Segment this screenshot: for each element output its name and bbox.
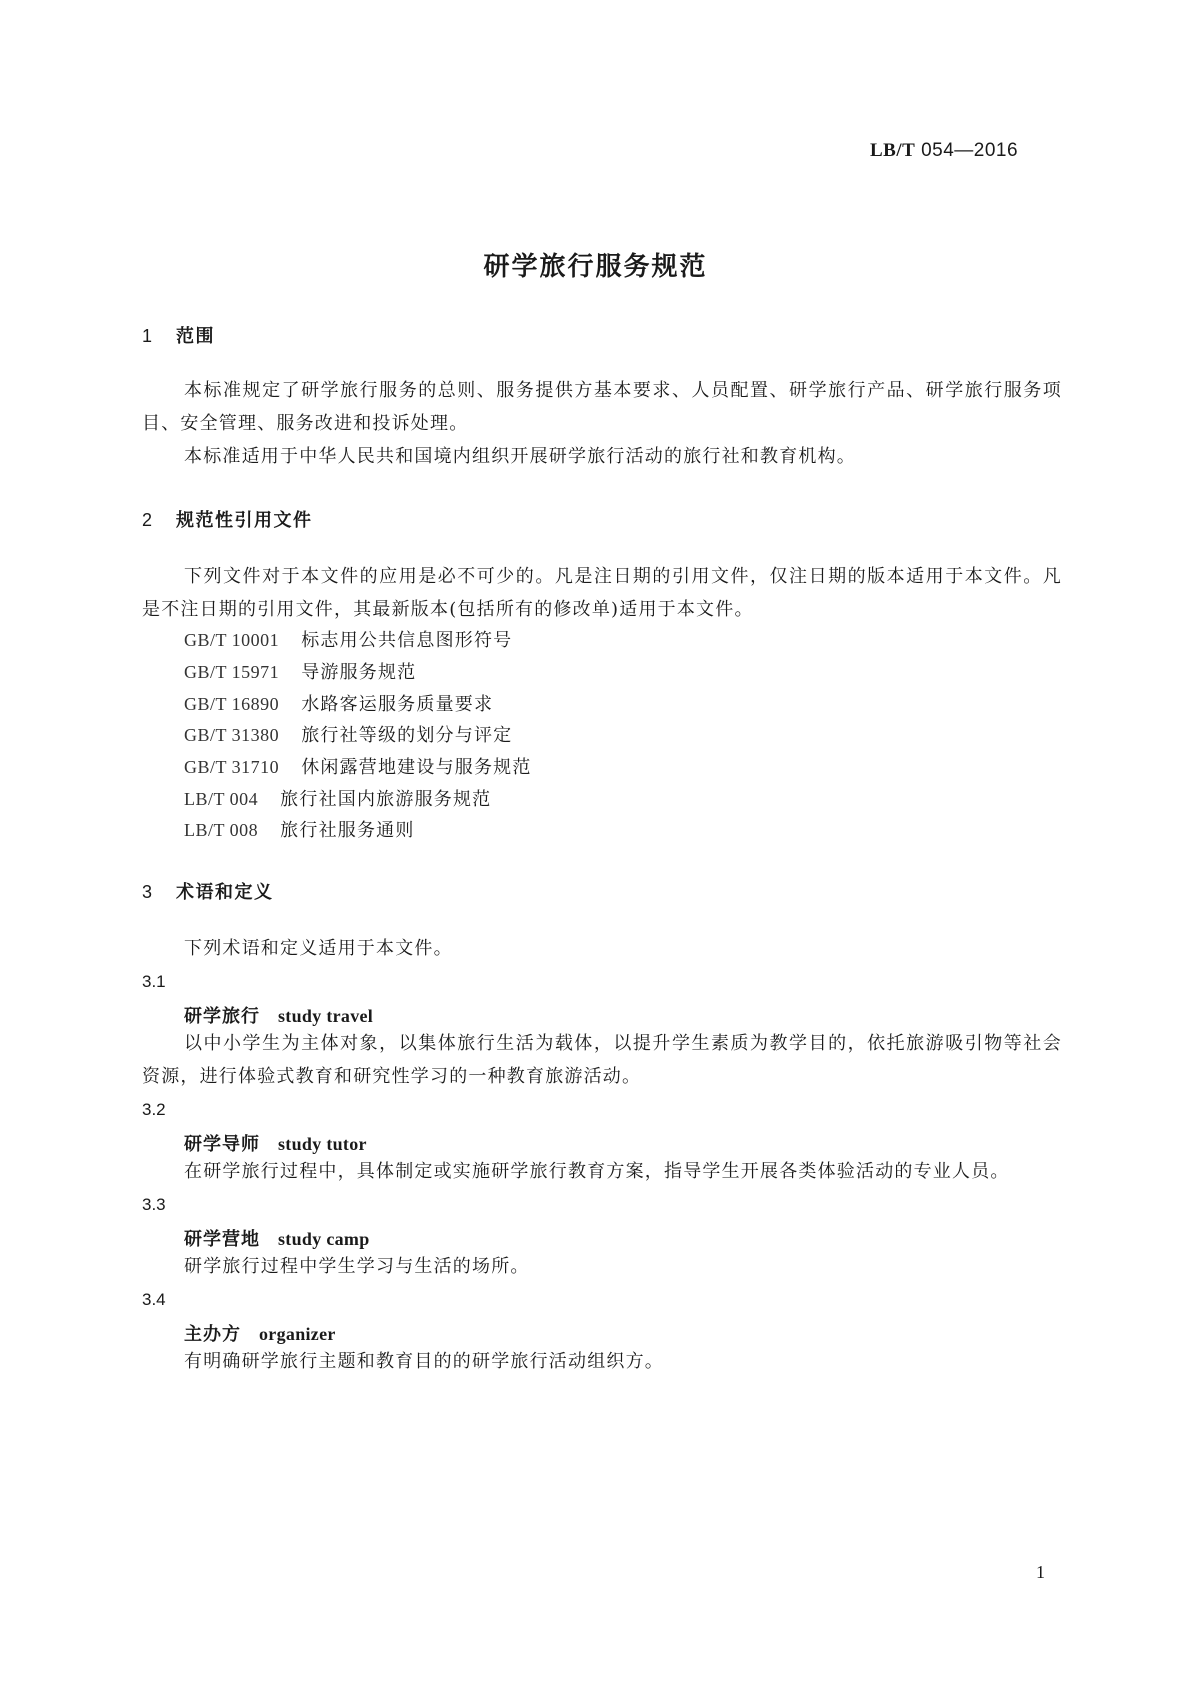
reference-item: GB/T 31380 旅行社等级的划分与评定: [184, 725, 513, 746]
section-2-heading: [142, 506, 313, 532]
term-definition: 在研学旅行过程中，具体制定或实施研学旅行教育方案，指导学生开展各类体验活动的专业人员。: [184, 1161, 1010, 1182]
reference-item: LB/T 004 旅行社国内旅游服务规范: [184, 789, 492, 810]
section-title: 范围: [176, 326, 215, 347]
clause-number: 3.3: [142, 1195, 166, 1214]
reference-item: GB/T 31710 休闲露营地建设与服务规范: [184, 757, 532, 778]
standard-code-prefix: LB/T: [870, 140, 916, 161]
term-definition: 有明确研学旅行主题和教育目的的研学旅行活动组织方。: [184, 1351, 664, 1372]
reference-item: GB/T 10001 标志用公共信息图形符号: [184, 630, 513, 651]
section-1-paragraph-1: 本标准规定了研学旅行服务的总则、服务提供方基本要求、人员配置、研学旅行产品、研学旅行服务项目、安全管理、服务改进和投诉处理。: [142, 380, 1062, 434]
standard-code-number: 054—2016: [921, 140, 1019, 161]
term-zh: 研学导师: [184, 1134, 260, 1155]
term-en: study camp: [278, 1229, 370, 1249]
section-3-intro: 下列术语和定义适用于本文件。: [184, 938, 453, 959]
section-title: 术语和定义: [176, 882, 274, 903]
section-3-heading: [142, 878, 274, 904]
term-definition: 研学旅行过程中学生学习与生活的场所。: [184, 1256, 530, 1277]
term-heading: [184, 1002, 373, 1028]
clause-number: 3.1: [142, 972, 166, 991]
term-definition: 以中小学生为主体对象，以集体旅行生活为载体，以提升学生素质为教学目的，依托旅游吸引物等社会资源，进行体验式教育和研究性学习的一种教育旅游活动。: [142, 1033, 1062, 1087]
section-1-paragraph-2: 本标准适用于中华人民共和国境内组织开展研学旅行活动的旅行社和教育机构。: [184, 446, 856, 467]
section-number: 3: [142, 882, 154, 902]
reference-item: LB/T 008 旅行社服务通则: [184, 820, 415, 841]
term-zh: 研学营地: [184, 1229, 260, 1250]
document-title: 研学旅行服务规范: [483, 252, 708, 282]
term-en: organizer: [259, 1324, 336, 1344]
standard-code: [870, 140, 1018, 162]
term-heading: [184, 1320, 336, 1346]
reference-item: GB/T 16890 水路客运服务质量要求: [184, 694, 494, 715]
section-1-heading: [142, 322, 215, 348]
term-zh: 主办方: [184, 1324, 241, 1345]
term-heading: [184, 1225, 370, 1251]
term-en: study tutor: [278, 1134, 367, 1154]
term-en: study travel: [278, 1006, 374, 1026]
clause-number: 3.4: [142, 1290, 166, 1309]
section-number: 2: [142, 510, 154, 530]
term-zh: 研学旅行: [184, 1006, 260, 1027]
term-heading: [184, 1130, 367, 1156]
page-number: 1: [1036, 1562, 1045, 1582]
clause-number: 3.2: [142, 1100, 166, 1119]
reference-item: GB/T 15971 导游服务规范: [184, 662, 417, 683]
section-title: 规范性引用文件: [176, 510, 313, 531]
section-number: 1: [142, 326, 154, 346]
section-2-paragraph: 下列文件对于本文件的应用是必不可少的。凡是注日期的引用文件，仅注日期的版本适用于本文件。凡是不注日期的引用文件，其最新版本(包括所有的修改单)适用于本文件。: [142, 566, 1062, 620]
